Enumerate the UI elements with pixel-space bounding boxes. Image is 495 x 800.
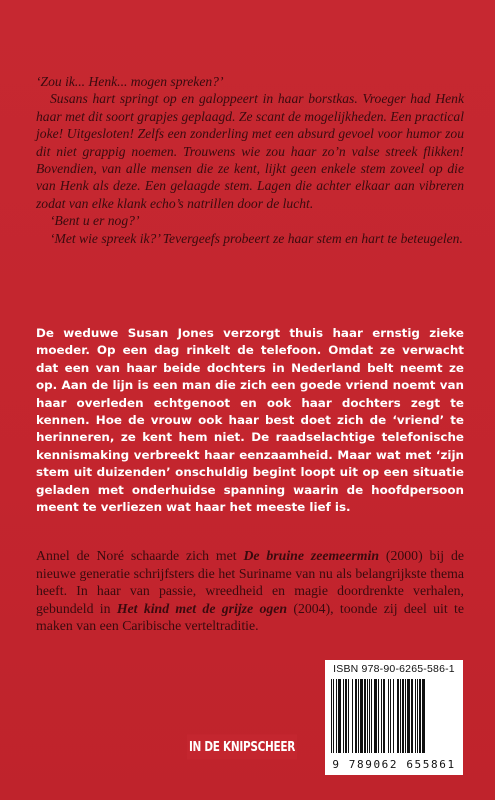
excerpt-paragraph-2: Susans hart springt op en galoppeert in haar borstkas. Vroeger had Henk haar met dit soort grapjes geplaagd. Ze scant de mogelijkheden. Een practical joke! Uitgesloten! Zelfs een zonderling met een absurd gevoel voor humor zou dit niet grappig noemen. Trouwens wie zou haar zo’n valse streek flikken! Bovendien, van alle mensen die ze kent, lijkt geen enkele stem zoveel op die van Henk als deze. Een gelaagde stem. Lagen die achter elkaar aan vibreren zodat van elke klank echo’s natrillen door de lucht. xyxy=(36,91,464,211)
publisher-logo: IN DE KNIPSCHEER xyxy=(187,735,297,760)
isbn-label: ISBN 978-90-6265-586-1 xyxy=(333,663,455,675)
book-blurb: De weduwe Susan Jones verzorgt thuis haar ernstig zieke moeder. Op een dag rinkelt de telefoon. Omdat ze verwacht dat een van haar beide dochters in Nederland belt neemt ze op. Aan de lijn is een man die zich een goede vriend noemt van haar overleden echtgenoot en ook haar dochters zegt te kennen. Hoe de vrouw ook haar best doet zich de ‘vriend’ te herinneren, ze kent hem niet. De raadselachtige telefonische kennismaking verbreekt haar eenzaamheid. Maar wat met ‘zijn stem uit duizenden’ onschuldig begint loopt uit op een situatie geladen met onderhuidse spanning waarin de hoofdpersoon meent te verliezen wat haar het meeste lief is. xyxy=(36,326,464,515)
barcode-digits: 9 789062 655861 xyxy=(332,758,456,771)
book-title-1: De bruine zeemeermin xyxy=(243,548,380,563)
author-bio-part-2: (2004), toonde zij deel uit te maken van een Caribische verteltraditie. xyxy=(36,600,464,634)
excerpt-line-4: ‘Met wie spreek ik?’ Tevergeefs probeert ze haar stem en hart te beteugelen. xyxy=(50,230,463,246)
excerpt-line-1: ‘Zou ik... Henk... mogen spreken?’ xyxy=(36,74,224,89)
barcode-panel xyxy=(325,660,463,775)
excerpt-text xyxy=(36,73,464,247)
book-title-2: Het kind met de grijze ogen xyxy=(116,600,288,616)
author-bio xyxy=(36,547,464,635)
author-bio-year-1: (2000) bij de nieuwe generatie schrijfsters die het Suriname van nu als belangrijkste thema heeft. In haar van passie, wreedheid en magie doordrenkte verhalen, gebundeld in xyxy=(36,548,464,616)
barcode-icon xyxy=(331,679,449,753)
excerpt-line-3: ‘Bent u er nog?’ xyxy=(50,213,140,229)
author-bio-part-1: Annel de Noré schaarde zich met xyxy=(36,548,244,563)
